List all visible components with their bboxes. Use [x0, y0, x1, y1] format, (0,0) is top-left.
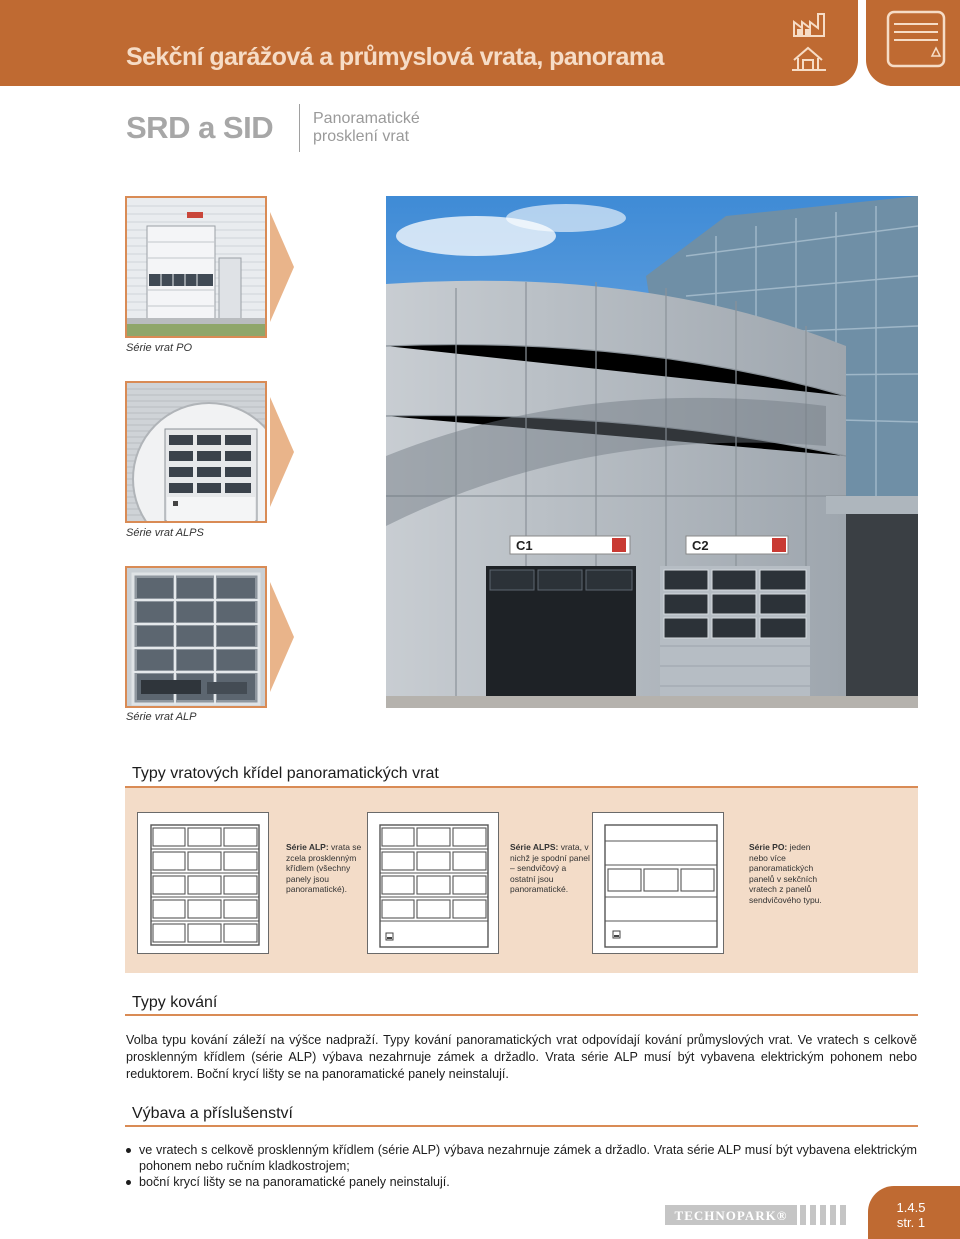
door-desc-po-name: Série PO: [749, 842, 788, 852]
house-icon [792, 48, 826, 70]
hardware-text: Volba typu kování záleží na výšce nadpraží. Typy kování panoramatických vrat odpovídají kování průmyslových vrat. Ve vratech s celkově prosklenným křídlem (série ALP) výbava nezahrnuje zámek a držadlo. Vrata série ALP musí být vybavena elektrickým pohonem nebo reduktorem. Boční krycí lišty se na panoramatické panely neinstalují. [126, 1033, 917, 1081]
door-diagram-alps-drawing [368, 813, 498, 953]
technopark-logo [665, 1205, 797, 1225]
thumbnail-po-image [127, 198, 265, 336]
door-desc-alps-name: Série ALPS: [510, 842, 559, 852]
header-bar [0, 0, 858, 86]
door-desc-alp-text: vrata se zcela prosklenným křídlem (všechny panely jsou panoramatické). [286, 842, 362, 894]
thumbnail-po [125, 196, 267, 338]
thumbnail-alps-arrow [270, 397, 294, 507]
section-number: 1.4.5 [896, 1200, 926, 1215]
series-subtitle [313, 110, 473, 146]
page-label: str. 1 [896, 1215, 926, 1230]
garage-door-icon [866, 0, 960, 86]
door-desc-po-text: jeden nebo více panoramatických panelů v sekčních vratech z panelů sendvičového typu. [749, 842, 822, 905]
door-diagram-po-drawing [593, 813, 723, 953]
series-subtitle-line1: Panoramatické [313, 110, 420, 127]
door-desc-alps-text: vrata, v nichž je spodní panel – sendvičový a ostatní jsou panoramatické. [510, 842, 590, 894]
equipment-heading: Výbava a příslušenství [132, 1105, 293, 1122]
thumbnail-alp-arrow [270, 582, 294, 692]
thumbnail-alps [125, 381, 267, 523]
types-heading: Typy vratových křídel panoramatických vrat [132, 765, 439, 782]
door-diagram-alps [367, 812, 499, 954]
thumbnail-po-caption: Série vrat PO [126, 342, 193, 354]
thumbnail-alp-caption: Série vrat ALP [126, 711, 197, 723]
door-diagram-po [592, 812, 724, 954]
sign-c2: C2 [692, 538, 709, 553]
logo-stripes-icon [800, 1205, 850, 1225]
page-number [876, 1200, 946, 1230]
factory-icon [794, 14, 824, 36]
door-desc-alp-name: Série ALP: [286, 842, 329, 852]
thumbnail-alps-image [127, 383, 265, 521]
thumbnail-alps-caption: Série vrat ALPS [126, 527, 204, 539]
hardware-heading-rule [125, 1014, 918, 1016]
technopark-logo-text: TECHNOPARK® [674, 1208, 788, 1223]
sign-c1: C1 [516, 538, 533, 553]
title-divider [299, 104, 300, 152]
series-subtitle-line2: prosklení vrat [313, 128, 410, 145]
door-desc-po [749, 842, 831, 905]
door-diagram-alp [137, 812, 269, 954]
equipment-item: ve vratech s celkově prosklenným křídlem (série ALP) výbava nezahrnuje zámek a držadlo. Vrata série ALP musí být vybavena elektrickým pohonem nebo ručním kladkostrojem; [124, 1142, 917, 1174]
door-desc-alp [286, 842, 368, 895]
equipment-heading-rule [125, 1125, 918, 1127]
equipment-list [124, 1142, 917, 1190]
main-photo [386, 196, 918, 708]
page-title: Sekční garážová a průmyslová vrata, panorama [126, 43, 664, 71]
main-photo-image [386, 196, 918, 708]
thumbnail-alp-image [127, 568, 265, 706]
header-corner [866, 0, 960, 86]
series-title: SRD a SID [126, 110, 274, 145]
header-icons [790, 8, 830, 74]
door-desc-alps [510, 842, 592, 895]
thumbnail-alp [125, 566, 267, 708]
equipment-item: boční krycí lišty se na panoramatické panely neinstalují. [124, 1174, 917, 1190]
thumbnail-po-arrow [270, 212, 294, 322]
door-diagram-alp-drawing [138, 813, 268, 953]
hardware-heading: Typy kování [132, 994, 218, 1011]
